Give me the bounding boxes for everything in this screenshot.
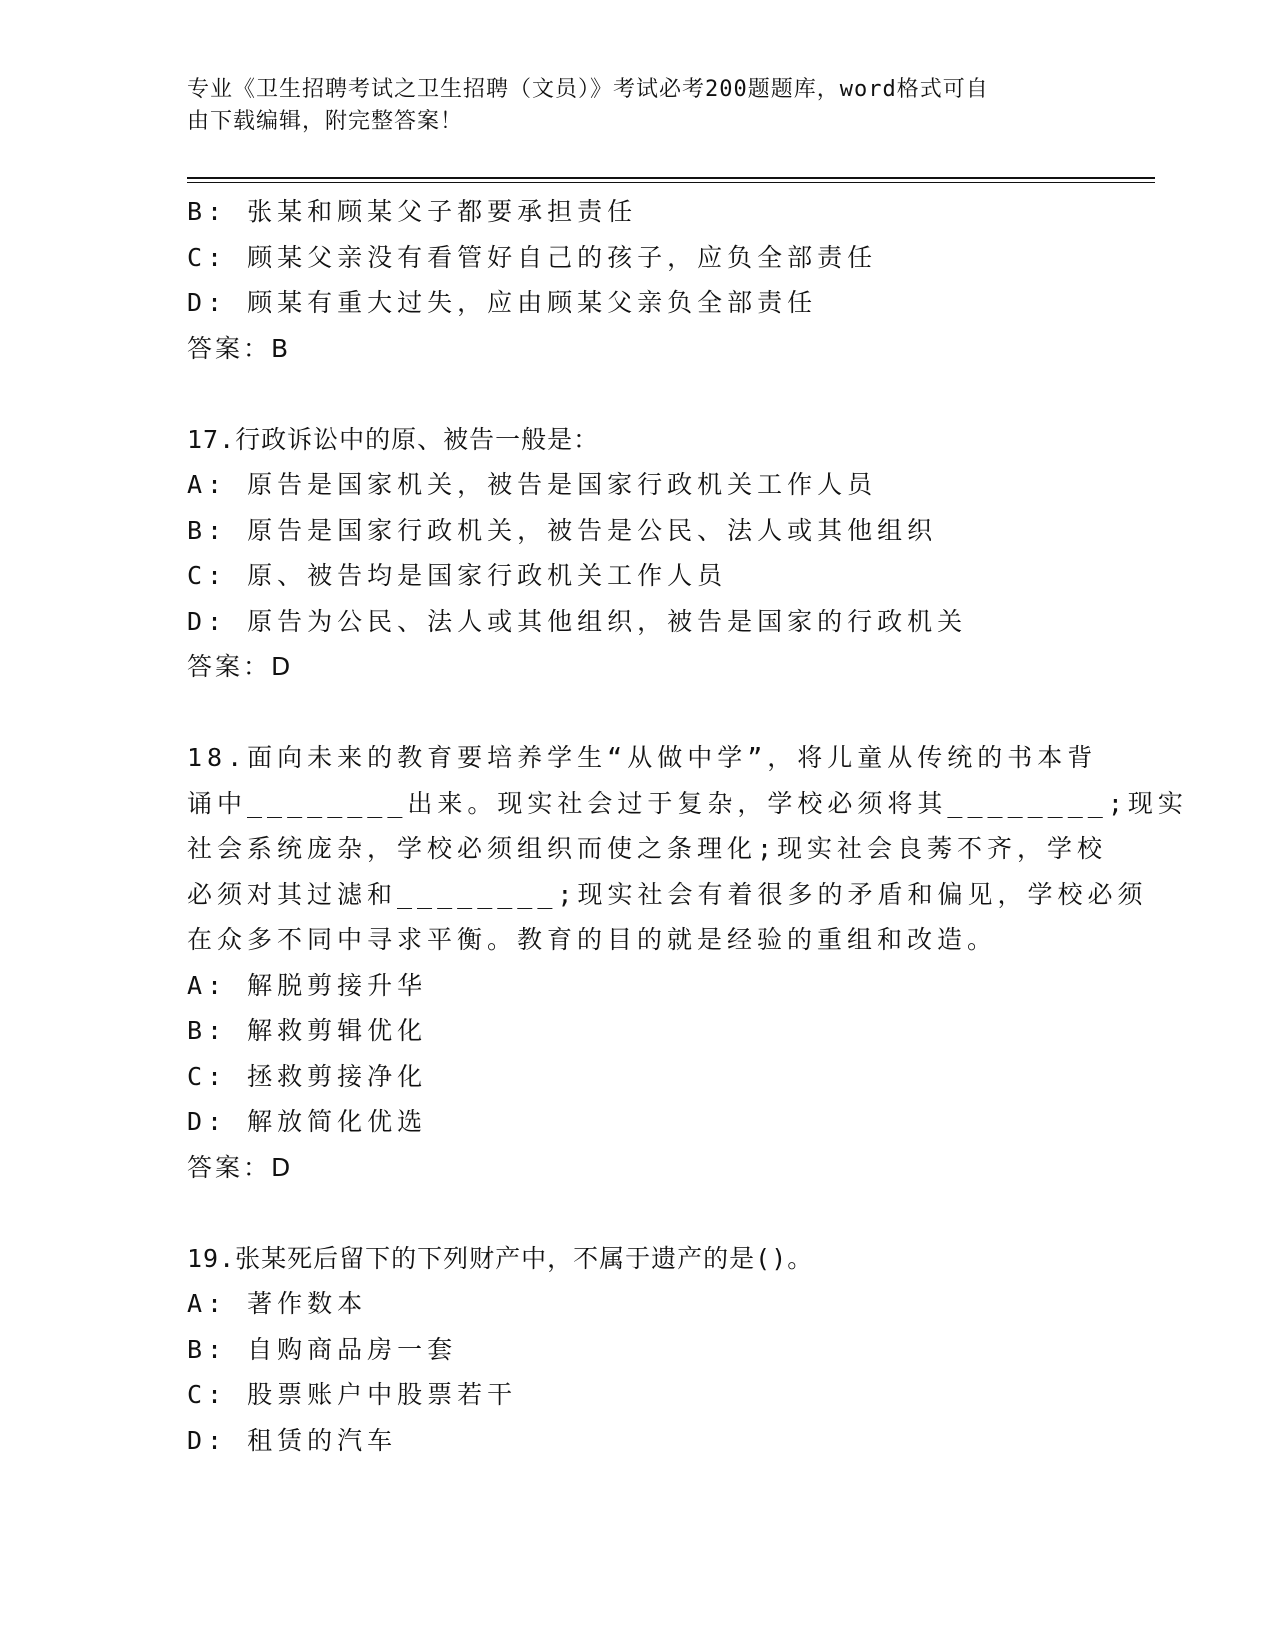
q18-stem-line: 在众多不同中寻求平衡。教育的目的就是经验的重组和改造。: [187, 925, 998, 954]
header-line-1: 专业《卫生招聘考试之卫生招聘（文员）》考试必考200题题库，word格式可自: [187, 77, 989, 102]
header-divider-thin: [187, 182, 1155, 183]
q16-option-b: B: 张某和顾某父子都要承担责任: [187, 197, 638, 226]
q19-option-c: C: 股票账户中股票若干: [187, 1380, 518, 1409]
q17-answer: 答案：D: [187, 652, 294, 681]
q17-option-b: B: 原告是国家行政机关，被告是公民、法人或其他组织: [187, 515, 938, 545]
q18-stem-line: 诵中________出来。现实社会过于复杂，学校必须将其________;现实: [187, 788, 1188, 818]
q19-stem: 19.张某死后留下的下列财产中，不属于遗产的是()。: [187, 1243, 814, 1273]
q16-option-d: D: 顾某有重大过失，应由顾某父亲负全部责任: [187, 288, 818, 317]
question-18: [187, 735, 1188, 1190]
q18-stem-line: 社会系统庞杂，学校必须组织而使之条理化;现实社会良莠不齐，学校: [187, 834, 1108, 863]
spacer: [187, 1190, 1087, 1236]
q18-stem-line: 必须对其过滤和________;现实社会有着很多的矛盾和偏见，学校必须: [187, 879, 1148, 909]
question-19: [187, 1236, 1087, 1464]
q18-option-b: B: 解救剪辑优化: [187, 1016, 428, 1045]
spacer: [187, 690, 1087, 736]
header-line-2: 由下载编辑，附完整答案！: [187, 109, 464, 134]
q17-option-a: A: 原告是国家机关，被告是国家行政机关工作人员: [187, 470, 878, 499]
q19-option-d: D: 租赁的汽车: [187, 1425, 398, 1455]
question-17: [187, 417, 1087, 690]
q18-stem-line: 18.面向未来的教育要培养学生“从做中学”，将儿童从传统的书本背: [187, 743, 1098, 772]
question-16: [187, 189, 1087, 371]
q18-answer: 答案：D: [187, 1152, 294, 1182]
q18-option-a: A: 解脱剪接升华: [187, 970, 428, 1000]
q17-option-d: D: 原告为公民、法人或其他组织，被告是国家的行政机关: [187, 606, 968, 636]
q17-stem: 17.行政诉讼中的原、被告一般是：: [187, 424, 600, 454]
q18-option-d: D: 解放简化优选: [187, 1107, 428, 1136]
spacer: [187, 371, 1087, 417]
q19-option-b: B: 自购商品房一套: [187, 1334, 458, 1364]
q16-option-c: C: 顾某父亲没有看管好自己的孩子，应负全部责任: [187, 242, 878, 272]
q18-option-c: C: 拯救剪接净化: [187, 1061, 428, 1091]
q19-option-a: A: 著作数本: [187, 1289, 368, 1318]
header-divider-thick: [187, 177, 1155, 179]
q16-answer: 答案：B: [187, 333, 292, 363]
question-list: [187, 189, 1188, 1463]
document-header: [187, 74, 1067, 138]
q17-option-c: C: 原、被告均是国家行政机关工作人员: [187, 561, 728, 590]
